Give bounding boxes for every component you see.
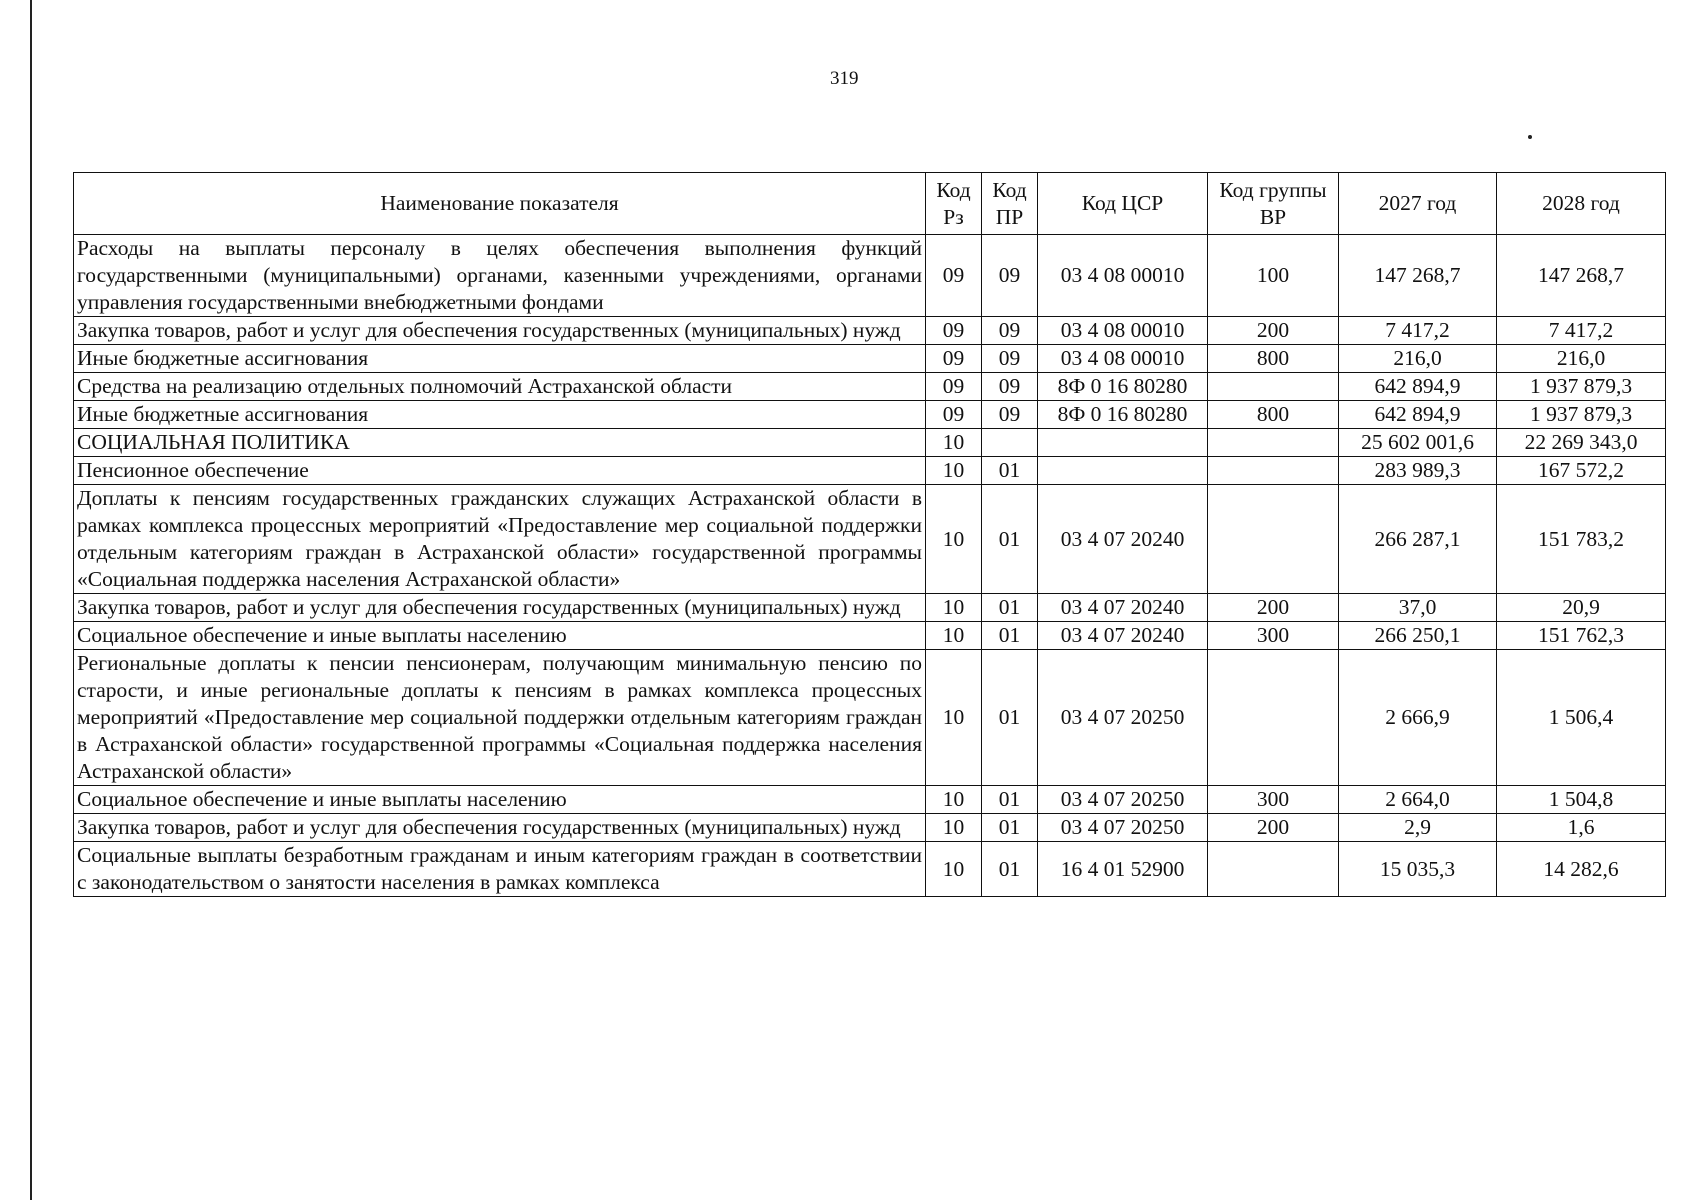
row-code-rz: 10: [926, 622, 982, 650]
row-amount-2028: 1 504,8: [1497, 786, 1666, 814]
row-amount-2028: 1 506,4: [1497, 650, 1666, 786]
row-code-vr: [1208, 842, 1339, 897]
table-row: [74, 401, 1666, 429]
header-rz: Код Рз: [926, 173, 982, 235]
table-row: [74, 373, 1666, 401]
row-code-rz: 10: [926, 429, 982, 457]
row-code-pr: 09: [982, 235, 1038, 317]
table-row: [74, 594, 1666, 622]
row-code-pr: 01: [982, 485, 1038, 594]
row-amount-2027: 15 035,3: [1339, 842, 1497, 897]
row-name: Иные бюджетные ассигнования: [74, 345, 926, 373]
row-code-rz: 10: [926, 814, 982, 842]
row-code-vr: [1208, 485, 1339, 594]
header-2027: 2027 год: [1339, 173, 1497, 235]
row-code-pr: 09: [982, 401, 1038, 429]
row-code-pr: 01: [982, 650, 1038, 786]
row-code-vr: 300: [1208, 786, 1339, 814]
row-amount-2027: 642 894,9: [1339, 401, 1497, 429]
row-code-vr: [1208, 429, 1339, 457]
row-code-pr: 01: [982, 814, 1038, 842]
row-amount-2027: 2 666,9: [1339, 650, 1497, 786]
table-row: [74, 457, 1666, 485]
budget-table: [73, 172, 1666, 897]
row-code-vr: 300: [1208, 622, 1339, 650]
row-name: Закупка товаров, работ и услуг для обеспечения государственных (муниципальных) нужд: [74, 594, 926, 622]
row-name: Доплаты к пенсиям государственных гражданских служащих Астраханской области в рамках комплекса процессных мероприятий «Предоставление мер социальной поддержки отдельным категориям граждан в Астраханской области» государственной программы «Социальная поддержка населения Астраханской области»: [74, 485, 926, 594]
row-code-pr: 01: [982, 457, 1038, 485]
table-row: [74, 429, 1666, 457]
row-name: Социальное обеспечение и иные выплаты населению: [74, 786, 926, 814]
row-code-csr: [1038, 457, 1208, 485]
row-code-csr: 03 4 08 00010: [1038, 345, 1208, 373]
row-name: Социальные выплаты безработным гражданам и иным категориям граждан в соответствии с законодательством о занятости населения в рамках комплекса: [74, 842, 926, 897]
row-amount-2027: 283 989,3: [1339, 457, 1497, 485]
row-amount-2027: 147 268,7: [1339, 235, 1497, 317]
row-amount-2028: 1,6: [1497, 814, 1666, 842]
row-code-pr: 09: [982, 373, 1038, 401]
row-amount-2027: 266 250,1: [1339, 622, 1497, 650]
row-code-pr: 09: [982, 345, 1038, 373]
row-code-rz: 10: [926, 842, 982, 897]
row-code-pr: 01: [982, 622, 1038, 650]
table-row: [74, 317, 1666, 345]
row-code-vr: [1208, 373, 1339, 401]
row-amount-2027: 266 287,1: [1339, 485, 1497, 594]
row-amount-2028: 167 572,2: [1497, 457, 1666, 485]
header-2028: 2028 год: [1497, 173, 1666, 235]
row-code-rz: 09: [926, 373, 982, 401]
row-name: Расходы на выплаты персоналу в целях обеспечения выполнения функций государственными (муниципальными) органами, казенными учреждениями, органами управления государственными внебюджетными фондами: [74, 235, 926, 317]
row-amount-2027: 25 602 001,6: [1339, 429, 1497, 457]
row-code-rz: 09: [926, 235, 982, 317]
row-code-csr: 03 4 07 20240: [1038, 485, 1208, 594]
row-code-csr: 03 4 07 20250: [1038, 786, 1208, 814]
row-code-csr: 8Ф 0 16 80280: [1038, 401, 1208, 429]
row-code-csr: 16 4 01 52900: [1038, 842, 1208, 897]
row-code-vr: 200: [1208, 594, 1339, 622]
row-code-vr: 800: [1208, 401, 1339, 429]
row-code-pr: 09: [982, 317, 1038, 345]
row-amount-2028: 147 268,7: [1497, 235, 1666, 317]
row-name: Закупка товаров, работ и услуг для обеспечения государственных (муниципальных) нужд: [74, 317, 926, 345]
row-code-vr: 200: [1208, 317, 1339, 345]
row-code-csr: [1038, 429, 1208, 457]
row-code-rz: 10: [926, 786, 982, 814]
row-code-csr: 03 4 08 00010: [1038, 317, 1208, 345]
row-amount-2028: 151 762,3: [1497, 622, 1666, 650]
table-row: [74, 485, 1666, 594]
row-code-vr: 800: [1208, 345, 1339, 373]
row-name: Средства на реализацию отдельных полномочий Астраханской области: [74, 373, 926, 401]
row-amount-2028: 22 269 343,0: [1497, 429, 1666, 457]
row-amount-2028: 151 783,2: [1497, 485, 1666, 594]
row-code-pr: 01: [982, 786, 1038, 814]
row-amount-2028: 216,0: [1497, 345, 1666, 373]
header-csr: Код ЦСР: [1038, 173, 1208, 235]
row-code-csr: 03 4 07 20250: [1038, 650, 1208, 786]
row-code-vr: [1208, 650, 1339, 786]
row-code-rz: 10: [926, 457, 982, 485]
header-name: Наименование показателя: [74, 173, 926, 235]
row-code-rz: 09: [926, 317, 982, 345]
row-code-rz: 09: [926, 345, 982, 373]
row-name: Региональные доплаты к пенсии пенсионерам, получающим минимальную пенсию по старости, и иные региональные доплаты к пенсиям в рамках комплекса процессных мероприятий «Предоставление мер социальной поддержки отдельным категориям граждан в Астраханской области» государственной программы «Социальная поддержка населения Астраханской области»: [74, 650, 926, 786]
row-name: Социальное обеспечение и иные выплаты населению: [74, 622, 926, 650]
scan-speck: [1528, 135, 1532, 139]
table-row: [74, 345, 1666, 373]
row-name: Иные бюджетные ассигнования: [74, 401, 926, 429]
row-amount-2027: 642 894,9: [1339, 373, 1497, 401]
row-code-vr: 100: [1208, 235, 1339, 317]
row-code-rz: 10: [926, 485, 982, 594]
table-row: [74, 650, 1666, 786]
row-code-csr: 03 4 07 20250: [1038, 814, 1208, 842]
row-amount-2027: 2,9: [1339, 814, 1497, 842]
row-code-csr: 03 4 07 20240: [1038, 594, 1208, 622]
header-pr: Код ПР: [982, 173, 1038, 235]
row-amount-2027: 7 417,2: [1339, 317, 1497, 345]
row-amount-2027: 216,0: [1339, 345, 1497, 373]
table-header-row: [74, 173, 1666, 235]
row-code-rz: 10: [926, 594, 982, 622]
table-row: [74, 786, 1666, 814]
row-code-pr: [982, 429, 1038, 457]
table-body: [74, 235, 1666, 897]
row-amount-2028: 1 937 879,3: [1497, 401, 1666, 429]
row-amount-2027: 2 664,0: [1339, 786, 1497, 814]
row-code-vr: [1208, 457, 1339, 485]
row-code-csr: 03 4 07 20240: [1038, 622, 1208, 650]
row-code-rz: 09: [926, 401, 982, 429]
table-row: [74, 622, 1666, 650]
table-row: [74, 842, 1666, 897]
row-amount-2028: 1 937 879,3: [1497, 373, 1666, 401]
row-amount-2028: 7 417,2: [1497, 317, 1666, 345]
row-code-pr: 01: [982, 594, 1038, 622]
row-name: СОЦИАЛЬНАЯ ПОЛИТИКА: [74, 429, 926, 457]
row-code-csr: 8Ф 0 16 80280: [1038, 373, 1208, 401]
row-name: Закупка товаров, работ и услуг для обеспечения государственных (муниципальных) нужд: [74, 814, 926, 842]
row-amount-2028: 14 282,6: [1497, 842, 1666, 897]
row-code-rz: 10: [926, 650, 982, 786]
row-name: Пенсионное обеспечение: [74, 457, 926, 485]
table-row: [74, 814, 1666, 842]
binding-margin-line: [30, 0, 32, 1200]
row-amount-2027: 37,0: [1339, 594, 1497, 622]
table-row: [74, 235, 1666, 317]
row-code-pr: 01: [982, 842, 1038, 897]
row-code-vr: 200: [1208, 814, 1339, 842]
header-vr: Код группы ВР: [1208, 173, 1339, 235]
row-amount-2028: 20,9: [1497, 594, 1666, 622]
row-code-csr: 03 4 08 00010: [1038, 235, 1208, 317]
page-number: 319: [830, 68, 859, 89]
